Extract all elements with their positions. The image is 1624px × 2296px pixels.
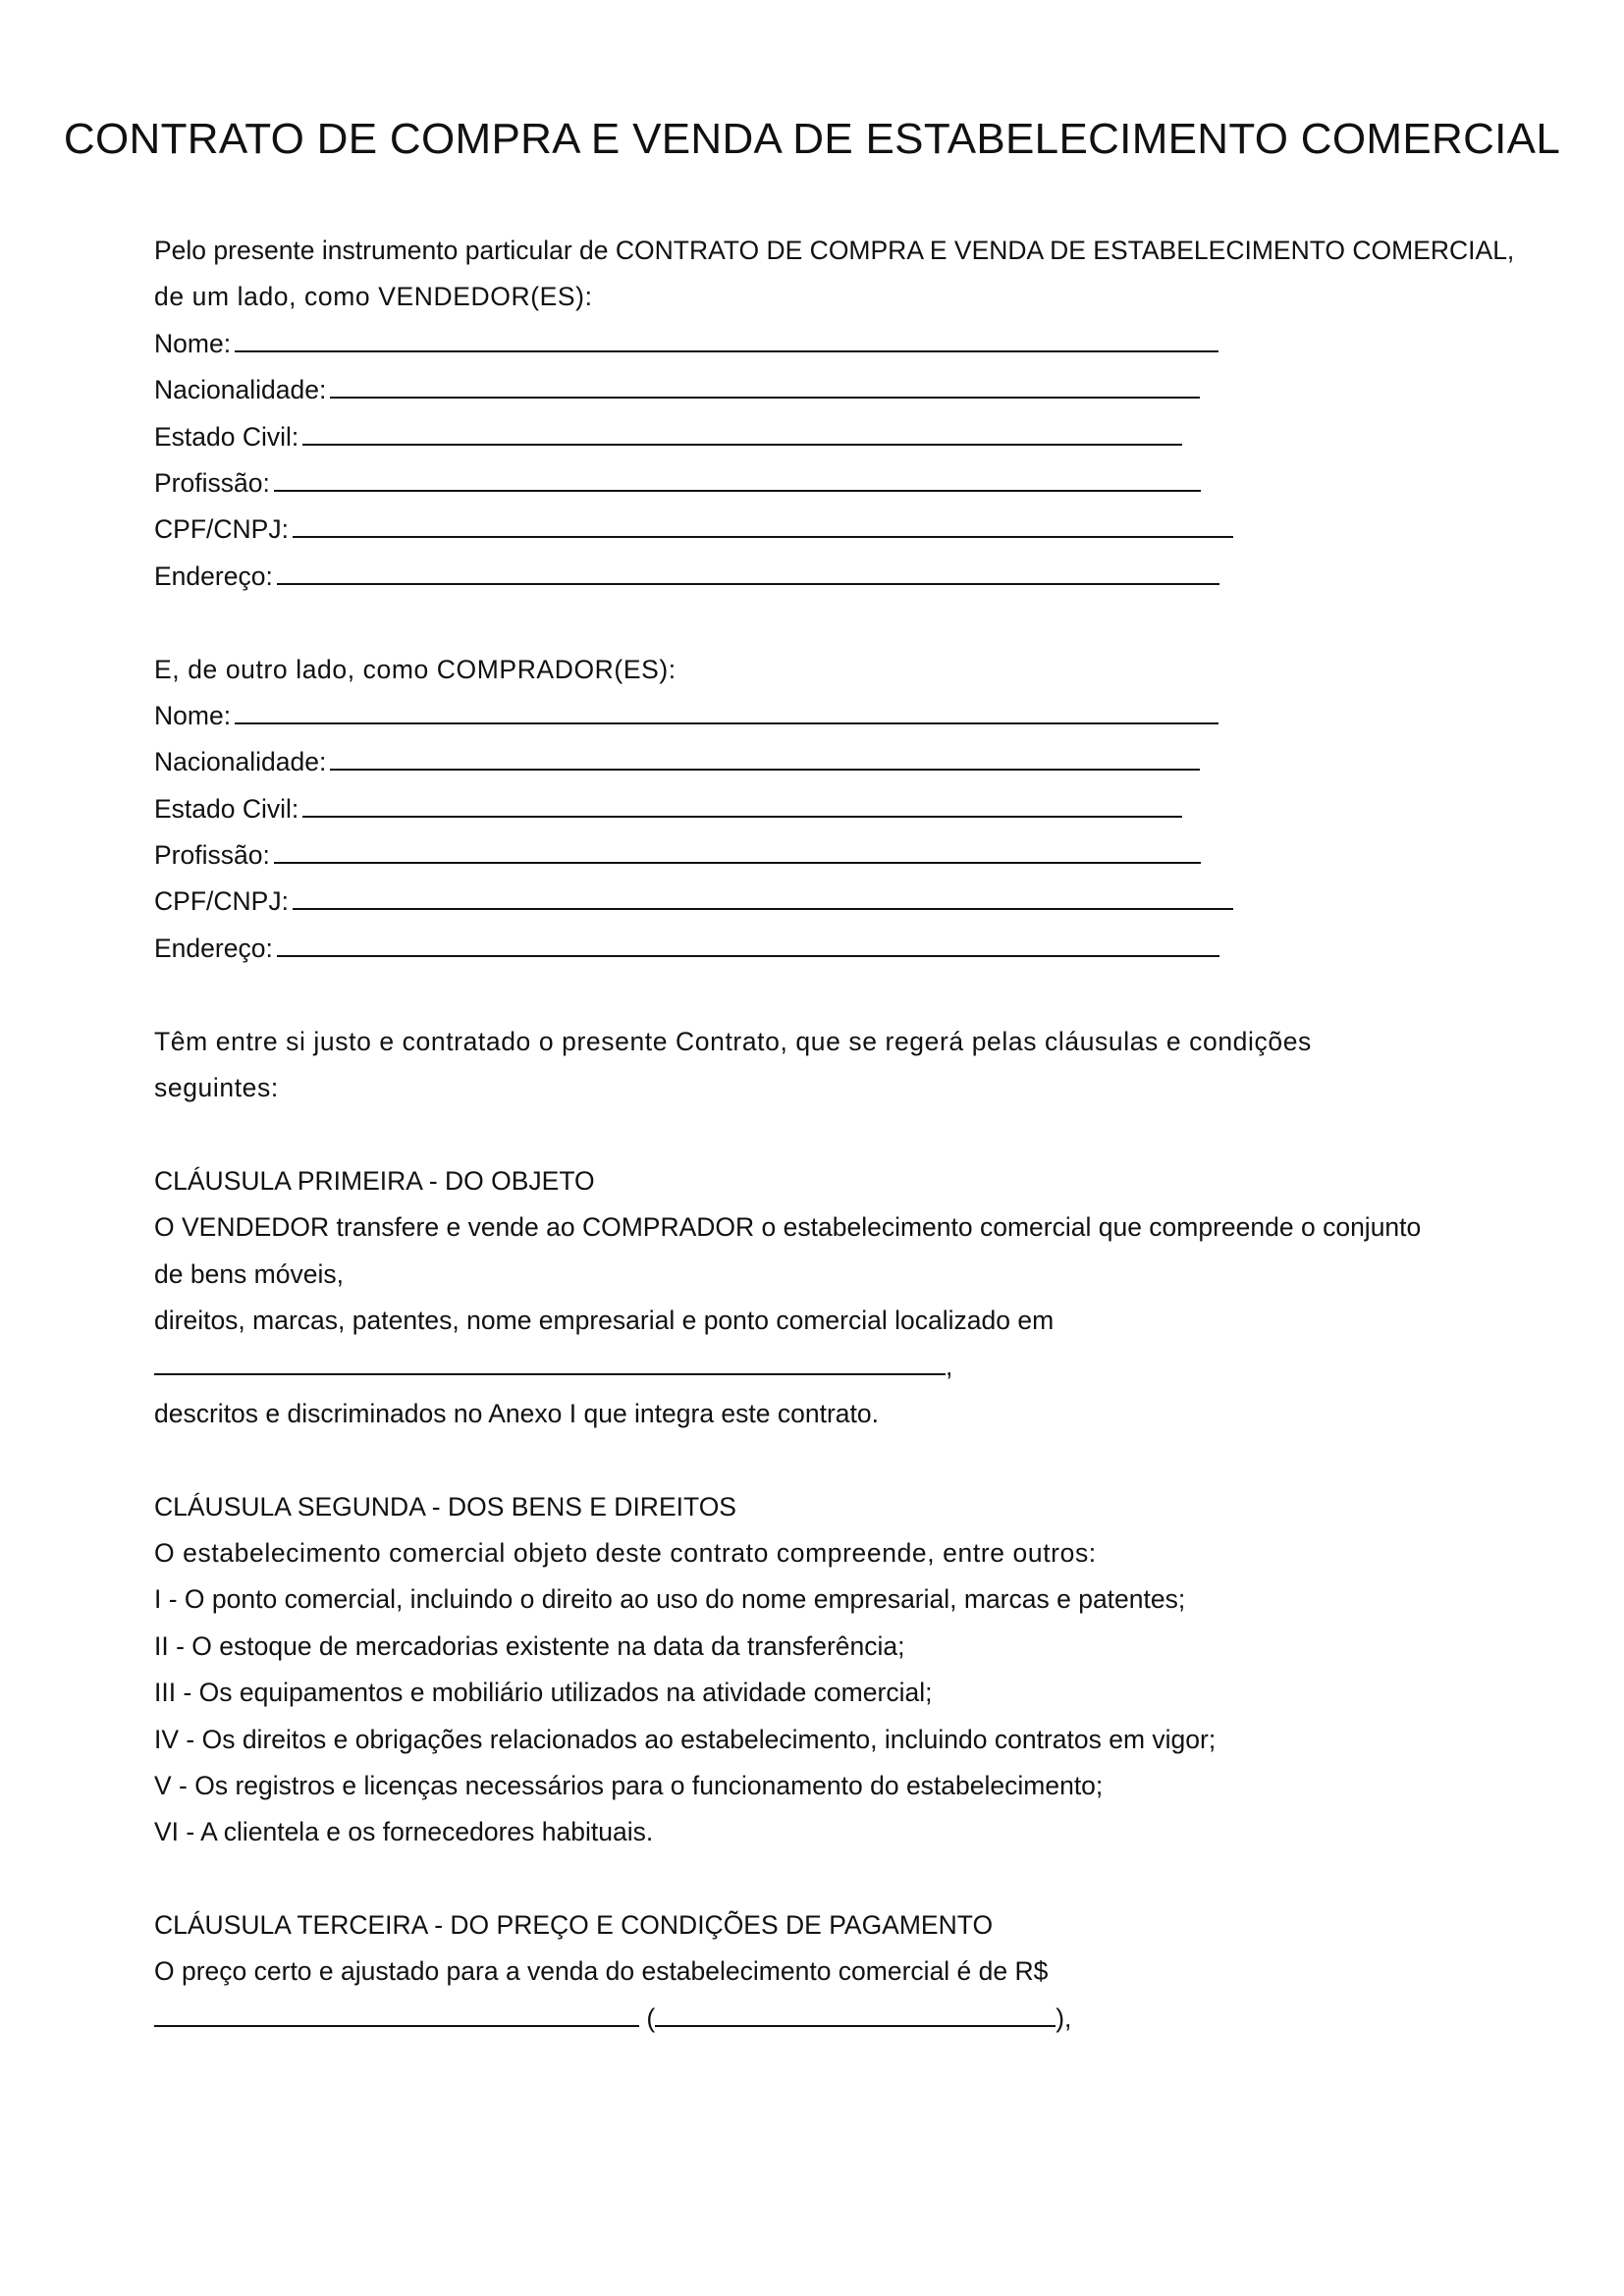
- vendedor-cpf-cnpj-row: [154, 507, 1597, 553]
- clausula1-location-comma: ,: [946, 1352, 953, 1382]
- comprador-endereco-label: Endereço:: [154, 933, 273, 963]
- vendedor-estado-civil-label: Estado Civil:: [154, 421, 299, 452]
- document-body: [154, 228, 1597, 2042]
- comprador-nome-blank[interactable]: [235, 695, 1218, 724]
- preamble-line-2: seguintes:: [154, 1073, 279, 1103]
- comprador-endereco-row: [154, 926, 1597, 972]
- vendedor-endereco-blank[interactable]: [277, 556, 1219, 585]
- vendedor-profissao-blank[interactable]: [274, 462, 1201, 492]
- spacer: [154, 1111, 1597, 1157]
- vendedor-nome-row: [154, 321, 1597, 367]
- clausula2-item-6: VI - A clientela e os fornecedores habituais.: [154, 1817, 654, 1847]
- preamble-line-1: Têm entre si justo e contratado o presente Contrato, que se regerá pelas cláusulas e condições: [154, 1026, 1312, 1056]
- comprador-profissao-row: [154, 832, 1597, 879]
- clausula2-intro: O estabelecimento comercial objeto deste contrato compreende, entre outros:: [154, 1537, 1097, 1568]
- comprador-nome-label: Nome:: [154, 700, 232, 730]
- vendedor-nome-label: Nome:: [154, 328, 232, 358]
- comprador-heading: E, de outro lado, como COMPRADOR(ES):: [154, 654, 677, 684]
- vendedor-endereco-row: [154, 554, 1597, 600]
- vendedor-estado-civil-row: [154, 414, 1597, 460]
- clausula3-line-1: O preço certo e ajustado para a venda do estabelecimento comercial é de R$: [154, 1956, 1049, 1987]
- vendedor-cpf-cnpj-blank[interactable]: [293, 508, 1233, 538]
- vendedor-cpf-cnpj-label: CPF/CNPJ:: [154, 514, 289, 545]
- comprador-cpf-cnpj-blank[interactable]: [293, 881, 1233, 910]
- vendedor-endereco-label: Endereço:: [154, 561, 273, 591]
- comprador-estado-civil-blank[interactable]: [302, 788, 1182, 818]
- comprador-profissao-label: Profissão:: [154, 840, 270, 871]
- comprador-nome-row: [154, 693, 1597, 739]
- comprador-cpf-cnpj-row: [154, 879, 1597, 925]
- comprador-estado-civil-row: [154, 786, 1597, 832]
- clausula2-heading: CLÁUSULA SEGUNDA - DOS BENS E DIREITOS: [154, 1491, 736, 1522]
- vendedor-nacionalidade-label: Nacionalidade:: [154, 375, 327, 405]
- spacer: [154, 1856, 1597, 1902]
- clausula1-line-1: O VENDEDOR transfere e vende ao COMPRADOR o estabelecimento comercial que compreende o conjunto: [154, 1212, 1422, 1243]
- comprador-nacionalidade-label: Nacionalidade:: [154, 747, 327, 777]
- clausula2-item-2: II - O estoque de mercadorias existente na data da transferência;: [154, 1630, 905, 1661]
- clausula1-line-5: descritos e discriminados no Anexo I que integra este contrato.: [154, 1398, 880, 1428]
- clausula3-close-paren: ),: [1056, 2002, 1072, 2033]
- vendedor-nome-blank[interactable]: [235, 323, 1218, 352]
- spacer: [154, 972, 1597, 1018]
- clausula3-heading: CLÁUSULA TERCEIRA - DO PREÇO E CONDIÇÕES DE PAGAMENTO: [154, 1910, 994, 1941]
- spacer: [154, 1437, 1597, 1483]
- vendedor-nacionalidade-row: [154, 367, 1597, 413]
- clausula3-price-value-blank[interactable]: [154, 1998, 639, 2027]
- clausula1-line-2: de bens móveis,: [154, 1258, 344, 1289]
- vendedor-profissao-row: [154, 460, 1597, 507]
- clausula2-item-3: III - Os equipamentos e mobiliário utilizados na atividade comercial;: [154, 1678, 933, 1708]
- vendedor-profissao-label: Profissão:: [154, 467, 270, 498]
- clausula3-price-words-blank[interactable]: [655, 1998, 1056, 2027]
- comprador-nacionalidade-row: [154, 739, 1597, 785]
- clausula2-item-1: I - O ponto comercial, incluindo o direito ao uso do nome empresarial, marcas e patentes;: [154, 1584, 1186, 1615]
- comprador-cpf-cnpj-label: CPF/CNPJ:: [154, 886, 289, 917]
- clausula1-location-blank[interactable]: [154, 1346, 946, 1375]
- clausula1-line-3: direitos, marcas, patentes, nome empresarial e ponto comercial localizado em: [154, 1305, 1055, 1335]
- vendedor-estado-civil-blank[interactable]: [302, 416, 1182, 446]
- clausula1-heading: CLÁUSULA PRIMEIRA - DO OBJETO: [154, 1165, 595, 1196]
- intro-line-2: de um lado, como VENDEDOR(ES):: [154, 282, 593, 312]
- comprador-estado-civil-label: Estado Civil:: [154, 793, 299, 824]
- document-title: CONTRATO DE COMPRA E VENDA DE ESTABELECIMENTO COMERCIAL: [63, 115, 1561, 163]
- clausula2-item-4: IV - Os direitos e obrigações relacionados ao estabelecimento, incluindo contratos em vigor;: [154, 1724, 1217, 1754]
- vendedor-nacionalidade-blank[interactable]: [330, 369, 1200, 399]
- spacer: [154, 600, 1597, 646]
- clausula2-item-5: V - Os registros e licenças necessários para o funcionamento do estabelecimento;: [154, 1770, 1104, 1800]
- clausula1-location-row: [154, 1344, 1597, 1390]
- comprador-profissao-blank[interactable]: [274, 834, 1201, 864]
- clausula3-open-paren: (: [646, 2002, 656, 2033]
- intro-line-1: Pelo presente instrumento particular de CONTRATO DE COMPRA E VENDA DE ESTABELECIMENTO COMERCIAL,: [154, 236, 1515, 265]
- comprador-endereco-blank[interactable]: [277, 928, 1219, 957]
- comprador-nacionalidade-blank[interactable]: [330, 741, 1200, 771]
- clausula3-price-row: [154, 1996, 1597, 2042]
